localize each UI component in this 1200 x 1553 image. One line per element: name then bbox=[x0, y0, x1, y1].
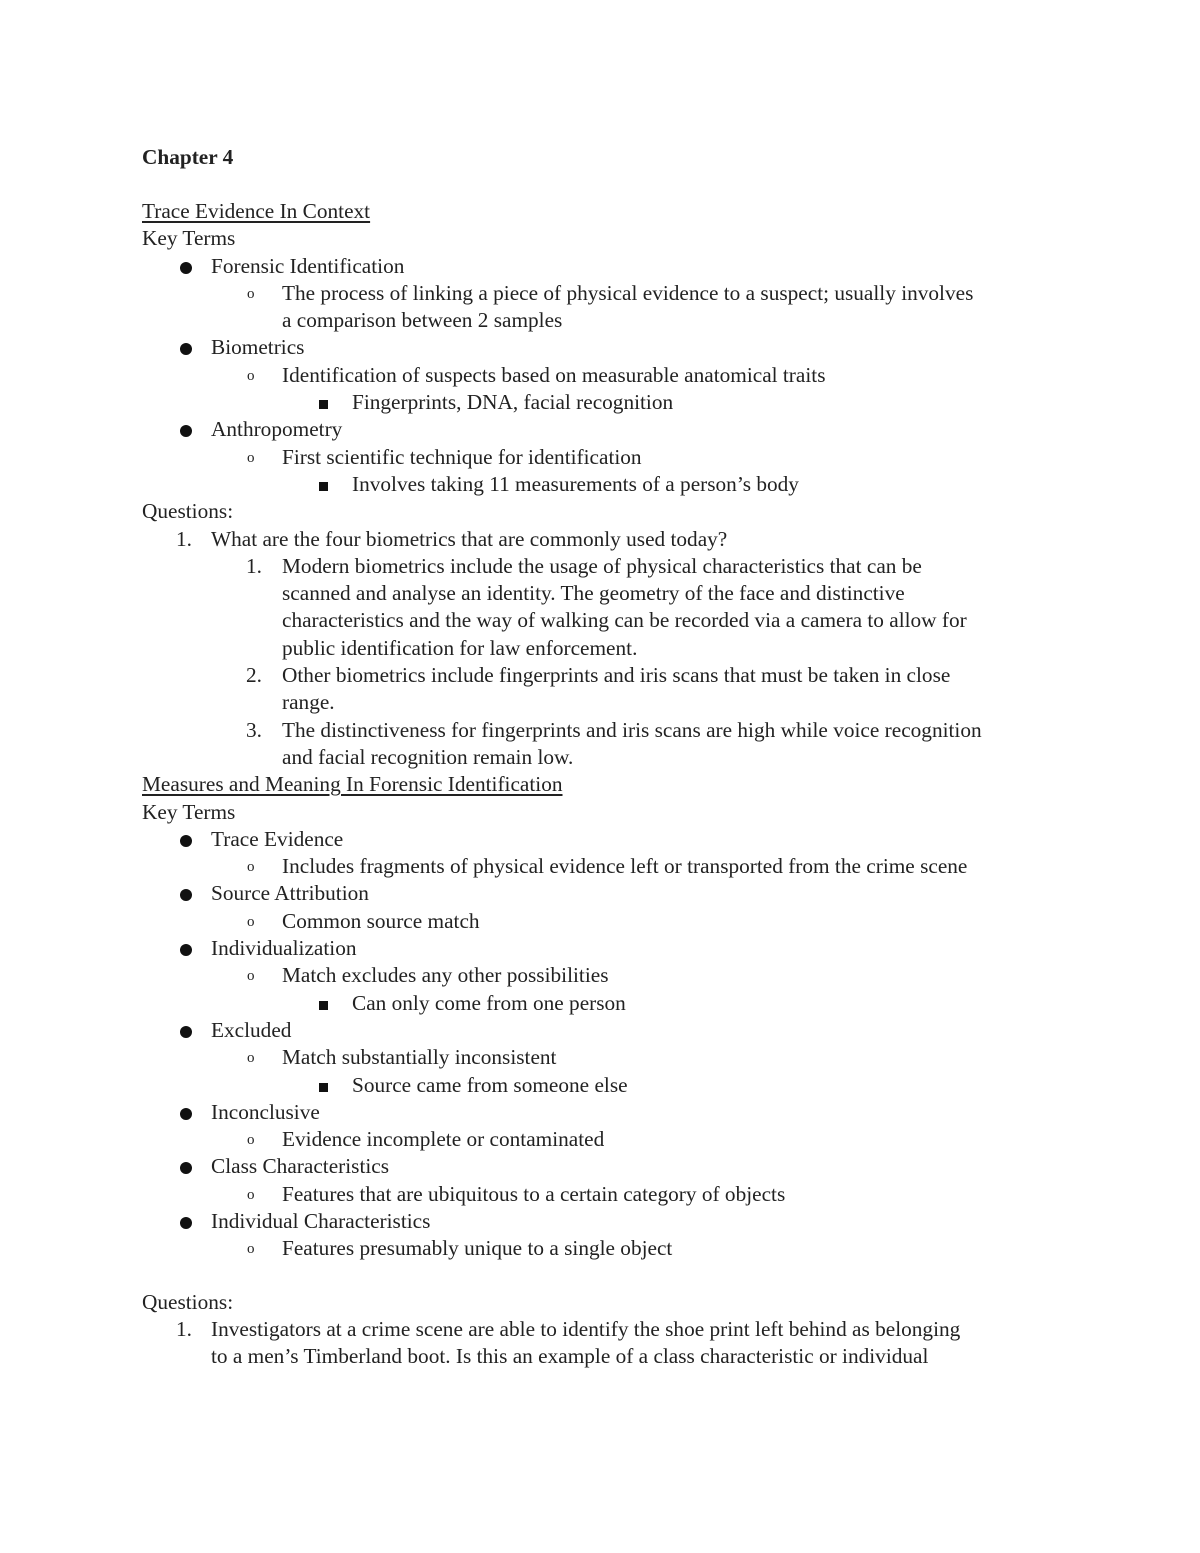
definition-item bbox=[142, 1044, 1072, 1071]
answer-item bbox=[142, 717, 1072, 744]
question-item bbox=[142, 1316, 1072, 1343]
key-terms-label: Key Terms bbox=[142, 799, 236, 824]
term-item bbox=[142, 935, 1072, 962]
bullet-circle-icon: o bbox=[247, 449, 255, 466]
answer-text-continued: range. bbox=[282, 690, 335, 715]
term-item bbox=[142, 1017, 1072, 1044]
term-label: Anthropometry bbox=[211, 417, 343, 442]
answer-number: 3. bbox=[246, 717, 262, 742]
sub-item-text: Fingerprints, DNA, facial recognition bbox=[352, 390, 674, 415]
definition-text-continued: a comparison between 2 samples bbox=[282, 308, 563, 333]
definition-item bbox=[142, 362, 1072, 389]
definition-text: Identification of suspects based on measurable anatomical traits bbox=[282, 362, 826, 387]
bullet-disc-icon bbox=[180, 262, 192, 274]
term-label: Individual Characteristics bbox=[211, 1208, 431, 1233]
definition-item bbox=[142, 962, 1072, 989]
questions-label: Questions: bbox=[142, 499, 234, 524]
definition-text: First scientific technique for identification bbox=[282, 444, 642, 469]
questions-label: Questions: bbox=[142, 1289, 234, 1314]
definition-item bbox=[142, 444, 1072, 471]
answer-text-continued: characteristics and the way of walking can be recorded via a camera to allow for bbox=[282, 608, 967, 633]
answer-number: 1. bbox=[246, 553, 262, 578]
definition-text: Evidence incomplete or contaminated bbox=[282, 1127, 605, 1152]
term-item bbox=[142, 880, 1072, 907]
answer-text-continued: public identification for law enforcement. bbox=[282, 635, 638, 660]
bullet-disc-icon bbox=[180, 944, 192, 956]
definition-item bbox=[142, 908, 1072, 935]
sub-item bbox=[142, 389, 1072, 416]
answer-item bbox=[142, 553, 1072, 580]
section-heading: Measures and Meaning In Forensic Identification bbox=[142, 772, 563, 797]
answer-text: Other biometrics include fingerprints and iris scans that must be taken in close bbox=[282, 663, 951, 688]
definition-item bbox=[142, 280, 1072, 307]
bullet-disc-icon bbox=[180, 425, 192, 437]
sub-item-text: Involves taking 11 measurements of a person’s body bbox=[352, 471, 799, 496]
term-label: Excluded bbox=[211, 1017, 292, 1042]
term-item bbox=[142, 1208, 1072, 1235]
definition-text: Common source match bbox=[282, 908, 480, 933]
bullet-disc-icon bbox=[180, 1162, 192, 1174]
definition-text: The process of linking a piece of physical evidence to a suspect; usually involves bbox=[282, 280, 974, 305]
spacer bbox=[142, 172, 1072, 198]
term-label: Forensic Identification bbox=[211, 253, 405, 278]
definition-item bbox=[142, 853, 1072, 880]
section-heading: Trace Evidence In Context bbox=[142, 199, 371, 223]
bullet-square-icon bbox=[319, 1001, 328, 1010]
question-item bbox=[142, 526, 1072, 553]
term-item bbox=[142, 1153, 1072, 1180]
definition-text: Match excludes any other possibilities bbox=[282, 963, 609, 988]
definition-item bbox=[142, 1235, 1072, 1262]
term-label: Source Attribution bbox=[211, 881, 369, 906]
bullet-disc-icon bbox=[180, 1026, 192, 1038]
sub-item bbox=[142, 1072, 1072, 1099]
answer-text-continued: scanned and analyse an identity. The geometry of the face and distinctive bbox=[282, 581, 905, 606]
question-text: Investigators at a crime scene are able to identify the shoe print left behind as belonging bbox=[211, 1316, 961, 1341]
sub-item-text: Can only come from one person bbox=[352, 990, 626, 1015]
bullet-circle-icon: o bbox=[247, 285, 255, 302]
bullet-disc-icon bbox=[180, 1108, 192, 1120]
bullet-circle-icon: o bbox=[247, 1132, 255, 1149]
question-text-continued: to a men’s Timberland boot. Is this an example of a class characteristic or individual bbox=[211, 1344, 929, 1369]
answer-item bbox=[142, 662, 1072, 689]
chapter-title: Chapter 4 bbox=[142, 145, 234, 169]
question-number: 1. bbox=[176, 526, 192, 551]
answer-text: The distinctiveness for fingerprints and iris scans are high while voice recognition bbox=[282, 717, 982, 742]
term-label: Inconclusive bbox=[211, 1099, 320, 1124]
term-label: Individualization bbox=[211, 936, 357, 961]
bullet-circle-icon: o bbox=[247, 859, 255, 876]
sub-item bbox=[142, 471, 1072, 498]
sub-item bbox=[142, 990, 1072, 1017]
definition-text: Includes fragments of physical evidence left or transported from the crime scene bbox=[282, 854, 968, 879]
term-item bbox=[142, 826, 1072, 853]
answer-text: Modern biometrics include the usage of physical characteristics that can be bbox=[282, 553, 922, 578]
definition-item bbox=[142, 1181, 1072, 1208]
bullet-square-icon bbox=[319, 400, 328, 409]
bullet-disc-icon bbox=[180, 889, 192, 901]
bullet-disc-icon bbox=[180, 1217, 192, 1229]
term-item bbox=[142, 416, 1072, 443]
bullet-square-icon bbox=[319, 482, 328, 491]
definition-text: Features that are ubiquitous to a certain category of objects bbox=[282, 1181, 786, 1206]
term-item bbox=[142, 1099, 1072, 1126]
definition-text: Features presumably unique to a single object bbox=[282, 1236, 673, 1261]
term-label: Class Characteristics bbox=[211, 1154, 390, 1179]
definition-item bbox=[142, 1126, 1072, 1153]
answer-text-continued: and facial recognition remain low. bbox=[282, 744, 574, 769]
question-number: 1. bbox=[176, 1316, 192, 1341]
term-item bbox=[142, 253, 1072, 280]
bullet-square-icon bbox=[319, 1083, 328, 1092]
bullet-circle-icon: o bbox=[247, 913, 255, 930]
bullet-circle-icon: o bbox=[247, 1050, 255, 1067]
answer-number: 2. bbox=[246, 663, 262, 688]
bullet-circle-icon: o bbox=[247, 367, 255, 384]
bullet-circle-icon: o bbox=[247, 1241, 255, 1258]
term-item bbox=[142, 334, 1072, 361]
document-page bbox=[142, 142, 1072, 1370]
term-label: Trace Evidence bbox=[211, 826, 344, 851]
bullet-disc-icon bbox=[180, 343, 192, 355]
definition-text: Match substantially inconsistent bbox=[282, 1045, 557, 1070]
bullet-disc-icon bbox=[180, 835, 192, 847]
term-label: Biometrics bbox=[211, 335, 305, 360]
bullet-circle-icon: o bbox=[247, 968, 255, 985]
sub-item-text: Source came from someone else bbox=[352, 1072, 628, 1097]
question-text: What are the four biometrics that are commonly used today? bbox=[211, 526, 728, 551]
key-terms-label: Key Terms bbox=[142, 226, 236, 251]
spacer bbox=[142, 1263, 1072, 1289]
bullet-circle-icon: o bbox=[247, 1186, 255, 1203]
